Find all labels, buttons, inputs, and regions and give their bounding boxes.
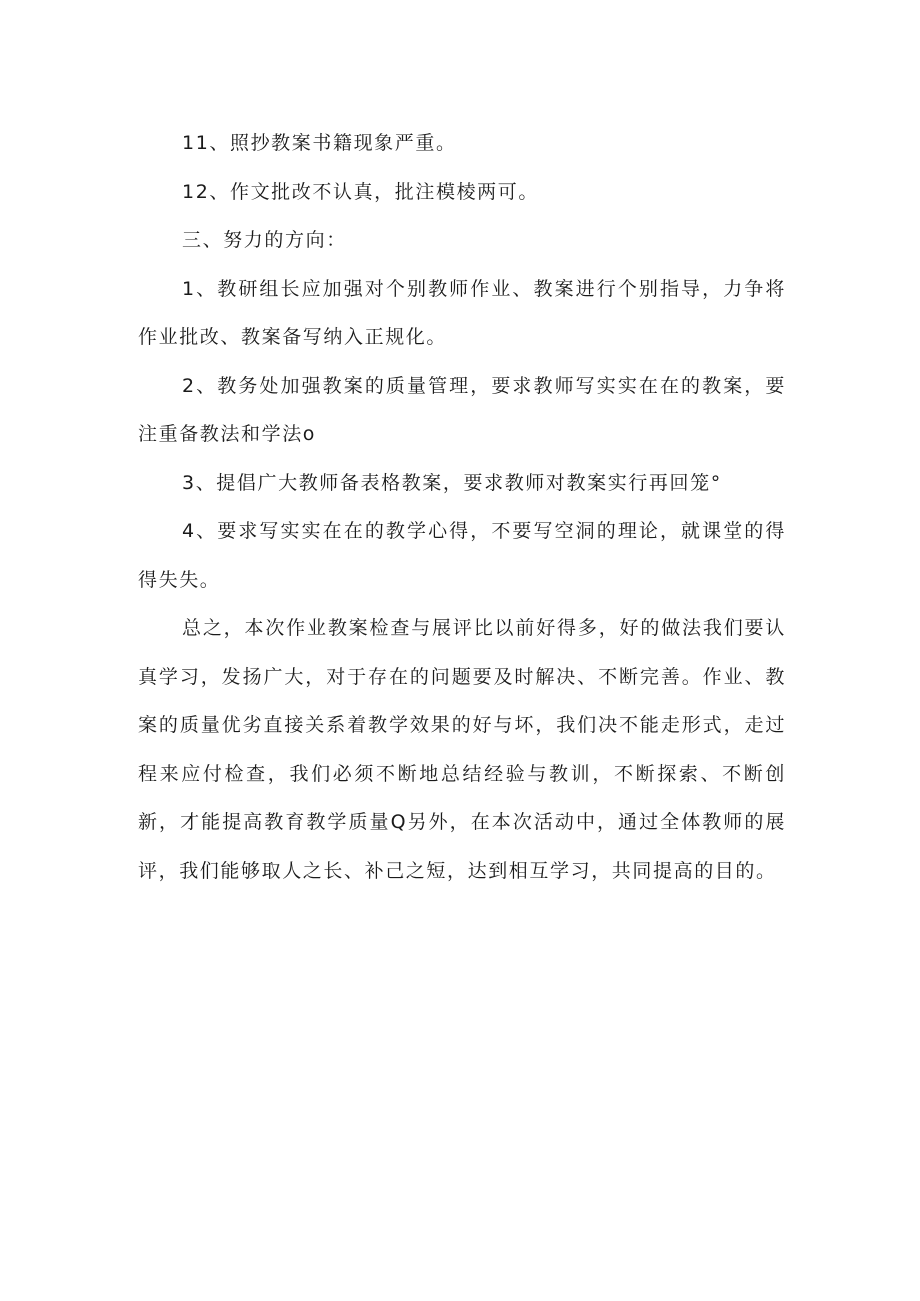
paragraph-summary: 总之，本次作业教案检查与展评比以前好得多，好的做法我们要认真学习，发扬广大，对于存在的问题要及时解决、不断完善。作业、教案的质量优劣直接关系着教学效果的好与坏，我们决不能走形式，走过程来应付检查，我们必须不断地总结经验与教训，不断探索、不断创新，才能提高教育教学质量Q另外，在本次活动中，通过全体教师的展评，我们能够取人之长、补己之短，达到相互学习，共同提高的目的。 bbox=[138, 617, 786, 882]
paragraph-item-12: 12、作文批改不认真，批注模棱两可。 bbox=[182, 180, 539, 203]
document-body bbox=[138, 119, 786, 895]
paragraph-direction-2: 2、教务处加强教案的质量管理，要求教师写实实在在的教案，要注重备教法和学法o bbox=[138, 374, 786, 445]
paragraph-direction-3: 3、提倡广大教师备表格教案，要求教师对教案实行再回笼° bbox=[182, 471, 722, 494]
paragraph-item-11: 11、照抄教案书籍现象严重。 bbox=[182, 132, 457, 154]
section-heading-3: 三、努力的方向： bbox=[182, 229, 347, 251]
paragraph-direction-4: 4、要求写实实在在的教学心得，不要写空洞的理论，就课堂的得得失失。 bbox=[138, 520, 786, 591]
paragraph-direction-1: 1、教研组长应加强对个别教师作业、教案进行个别指导，力争将作业批改、教案备写纳入正规化。 bbox=[138, 277, 786, 348]
